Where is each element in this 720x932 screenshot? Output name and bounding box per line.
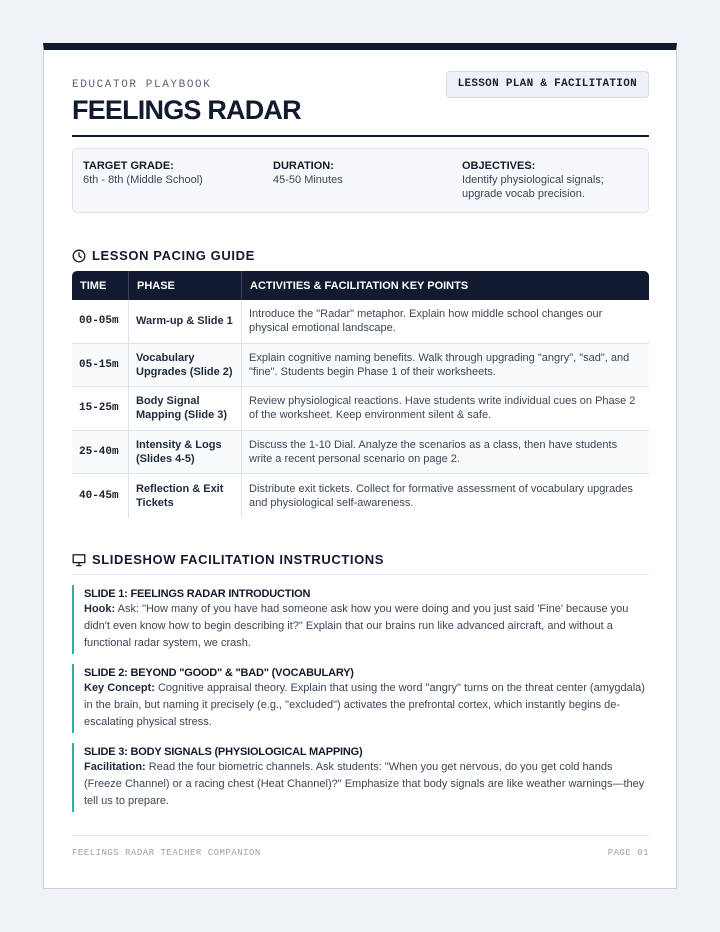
slide-body	[84, 680, 649, 733]
meta-objectives	[462, 159, 632, 201]
slide-key-term: Facilitation:	[84, 761, 146, 773]
row-phase: Intensity & Logs (Slides 4-5)	[129, 431, 242, 475]
row-phase: Body Signal Mapping (Slide 3)	[129, 387, 242, 431]
meta-target-grade	[83, 159, 263, 187]
row-activity: Review physiological reactions. Have students write individual cues on Phase 2 of the worksheet. Keep environment silent & safe.	[242, 387, 649, 431]
meta-label: DURATION:	[273, 160, 334, 172]
table-row	[72, 431, 649, 475]
column-header-activities: ACTIVITIES & FACILITATION KEY POINTS	[242, 271, 649, 300]
slideshow-heading-text: SLIDESHOW FACILITATION INSTRUCTIONS	[92, 552, 385, 567]
table-row	[72, 474, 649, 518]
row-activity: Introduce the "Radar" metaphor. Explain how middle school changes our physical emotional landscape.	[242, 300, 649, 344]
row-time: 40-45m	[72, 474, 129, 518]
slide-body	[84, 759, 649, 812]
footer-divider	[72, 835, 649, 836]
pacing-table	[72, 271, 649, 518]
row-time: 00-05m	[72, 300, 129, 344]
section-divider	[72, 574, 649, 575]
column-header-phase: PHASE	[129, 271, 242, 300]
footer-title: FEELINGS RADAR TEACHER COMPANION	[72, 848, 261, 858]
slide-instruction-item	[72, 743, 649, 812]
presentation-icon	[72, 553, 86, 567]
pacing-heading-text: LESSON PACING GUIDE	[92, 248, 255, 263]
slide-key-term: Hook:	[84, 603, 116, 615]
table-row	[72, 344, 649, 388]
lesson-page	[43, 43, 677, 889]
row-time: 25-40m	[72, 431, 129, 475]
row-phase: Vocabulary Upgrades (Slide 2)	[129, 344, 242, 388]
row-phase: Warm-up & Slide 1	[129, 300, 242, 344]
row-activity: Distribute exit tickets. Collect for formative assessment of vocabulary upgrades and physiological self-awareness.	[249, 482, 633, 509]
table-row	[72, 387, 649, 431]
slide-text: Cognitive appraisal theory. Explain that using the word "angry" turns on the threat center (amygdala) in the brain, but naming it precisely (e.g., "excluded") activates the prefrontal cortex, which instantly begins de-escalating physical stress.	[84, 682, 645, 728]
slide-key-term: Key Concept:	[84, 682, 155, 694]
slide-instructions	[72, 585, 649, 822]
meta-value: Identify physiological signals; upgrade vocab precision.	[462, 174, 604, 200]
document-type-badge: LESSON PLAN & FACILITATION	[446, 71, 649, 98]
slide-body	[84, 601, 649, 654]
slide-instruction-item	[72, 585, 649, 654]
page-number: PAGE 01	[607, 848, 649, 858]
slide-title: SLIDE 1: FEELINGS RADAR INTRODUCTION	[84, 588, 311, 600]
row-activity: Explain cognitive naming benefits. Walk through upgrading "angry", "sad", and "fine". Students begin Phase 1 of their worksheets.	[242, 344, 649, 388]
slide-instruction-item	[72, 664, 649, 733]
pacing-section-heading	[72, 248, 255, 263]
meta-duration	[273, 159, 453, 187]
column-header-time: TIME	[72, 271, 129, 300]
clock-icon	[72, 249, 86, 263]
meta-label: TARGET GRADE:	[83, 160, 174, 172]
row-activity: Discuss the 1-10 Dial. Analyze the scenarios as a class, then have students write a recent personal scenario on page 2.	[242, 431, 649, 475]
table-header-row	[72, 271, 649, 300]
slide-text: Read the four biometric channels. Ask students: "When you get nervous, do you get cold hands (Freeze Channel) or a racing chest (Heat Channel)?" Emphasize that body signals are like weather warnings—they tell us to prepare.	[84, 761, 645, 807]
meta-value: 45-50 Minutes	[273, 174, 343, 186]
slide-title: SLIDE 2: BEYOND "GOOD" & "BAD" (VOCABULARY)	[84, 667, 354, 679]
page-title: FEELINGS RADAR	[72, 95, 301, 125]
meta-label: OBJECTIVES:	[462, 160, 536, 172]
slide-title: SLIDE 3: BODY SIGNALS (PHYSIOLOGICAL MAPPING)	[84, 746, 363, 758]
row-time: 05-15m	[72, 344, 129, 388]
eyebrow-label: EDUCATOR PLAYBOOK	[72, 79, 212, 91]
meta-value: 6th - 8th (Middle School)	[83, 174, 203, 186]
lesson-meta-box	[72, 148, 649, 213]
slide-text: Ask: "How many of you have had someone ask how you were doing and you just said 'Fine' because you didn't even know how to begin describing it?" Explain that our brains run like advanced aircraft, and without a functional radar system, we crash.	[84, 603, 629, 649]
row-time: 15-25m	[72, 387, 129, 431]
table-row	[72, 300, 649, 344]
row-phase: Reflection & Exit Tickets	[129, 474, 242, 518]
title-divider	[72, 135, 649, 137]
slideshow-section-heading	[72, 552, 384, 567]
